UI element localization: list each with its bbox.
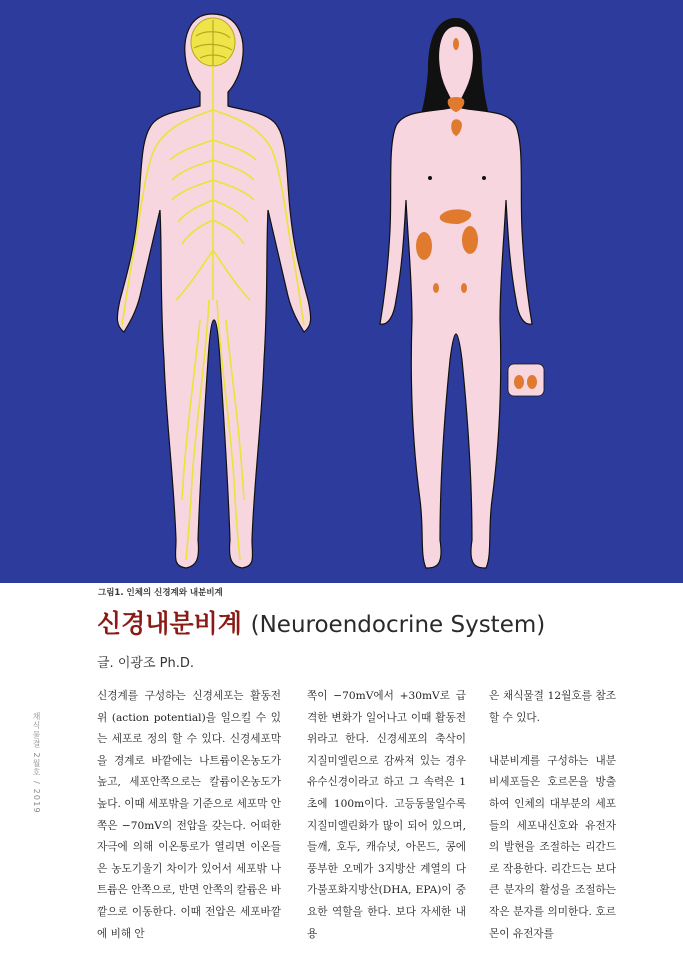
article-title-english: (Neuroendocrine System)	[250, 612, 546, 638]
article-title-korean: 신경내분비계	[97, 609, 242, 638]
testis-left-icon	[514, 375, 524, 389]
body-outline-left	[117, 14, 310, 568]
kidney-right-icon	[462, 226, 478, 254]
testis-right-icon	[527, 375, 537, 389]
figure-caption: 그림1. 인체의 신경계와 내분비계	[98, 588, 223, 598]
ovary-right-icon	[461, 283, 467, 293]
body-column-3	[489, 686, 616, 945]
body-column-2	[307, 686, 466, 945]
paragraph: 신경계를 구성하는 신경세포는 활동전위 (action potential)을 일으킬 수 있는 세포로 정의 할 수 있다. 신경세포막을 경계로 바깥에는 나트륨이온농도가 높고, 세포안쪽으로는 칼륨이온농도가 높다. 이때 세포밖을 기준으로 세포막 안쪽은 −70mV의 전압을 갖는다. 어떠한 자극에 의해 이온통로가 열리면 이온들은 농도기울기 차이가 있어서 세포밖 나트륨은 안쪽으로, 반면 안쪽의 칼륨은 바깥으로 이동한다. 이때 전압은 세포바깥에 비해 안	[97, 690, 281, 940]
paragraph: 은 채식물결 12월호를 참조할 수 있다.	[489, 690, 616, 724]
article-title	[97, 604, 545, 640]
kidney-left-icon	[416, 232, 432, 260]
endocrine-system-figure	[380, 18, 532, 568]
nervous-system-figure	[117, 14, 310, 568]
pituitary-icon	[453, 38, 459, 50]
testes-inset	[508, 364, 544, 396]
running-head: 채식물결 2월호 / 2019	[32, 712, 41, 814]
ovary-left-icon	[433, 283, 439, 293]
body-column-1	[97, 686, 281, 945]
paragraph: 내분비계를 구성하는 내분비세포들은 호르몬을 방출하여 인체의 대부분의 세포들의 세포내신호와 유전자의 발현을 조절하는 리간드로 작용한다. 리간드는 보다 큰 분자의 활성을 조절하는 작은 분자를 의미한다. 호르몬이 유전자를	[489, 754, 616, 940]
author-byline: 글. 이광조 Ph.D.	[97, 656, 194, 671]
paragraph: 쪽이 −70mV에서 +30mV로 급격한 변화가 일어나고 이때 활동전위라고 한다. 신경세포의 축삭이 지질미엘린으로 감싸져 있는 경우 유수신경이라고 하고 그 속력은 1초에 100m이다. 고등동물일수록 지질미엘린화가 많이 되어 있으며, 들깨, 호두, 캐슈넛, 아몬드, 콩에 풍부한 오메가 3지방산 계열의 다가불포화지방산(DHA, EPA)이 중요한 역할을 한다. 보다 자세한 내용	[307, 690, 466, 940]
